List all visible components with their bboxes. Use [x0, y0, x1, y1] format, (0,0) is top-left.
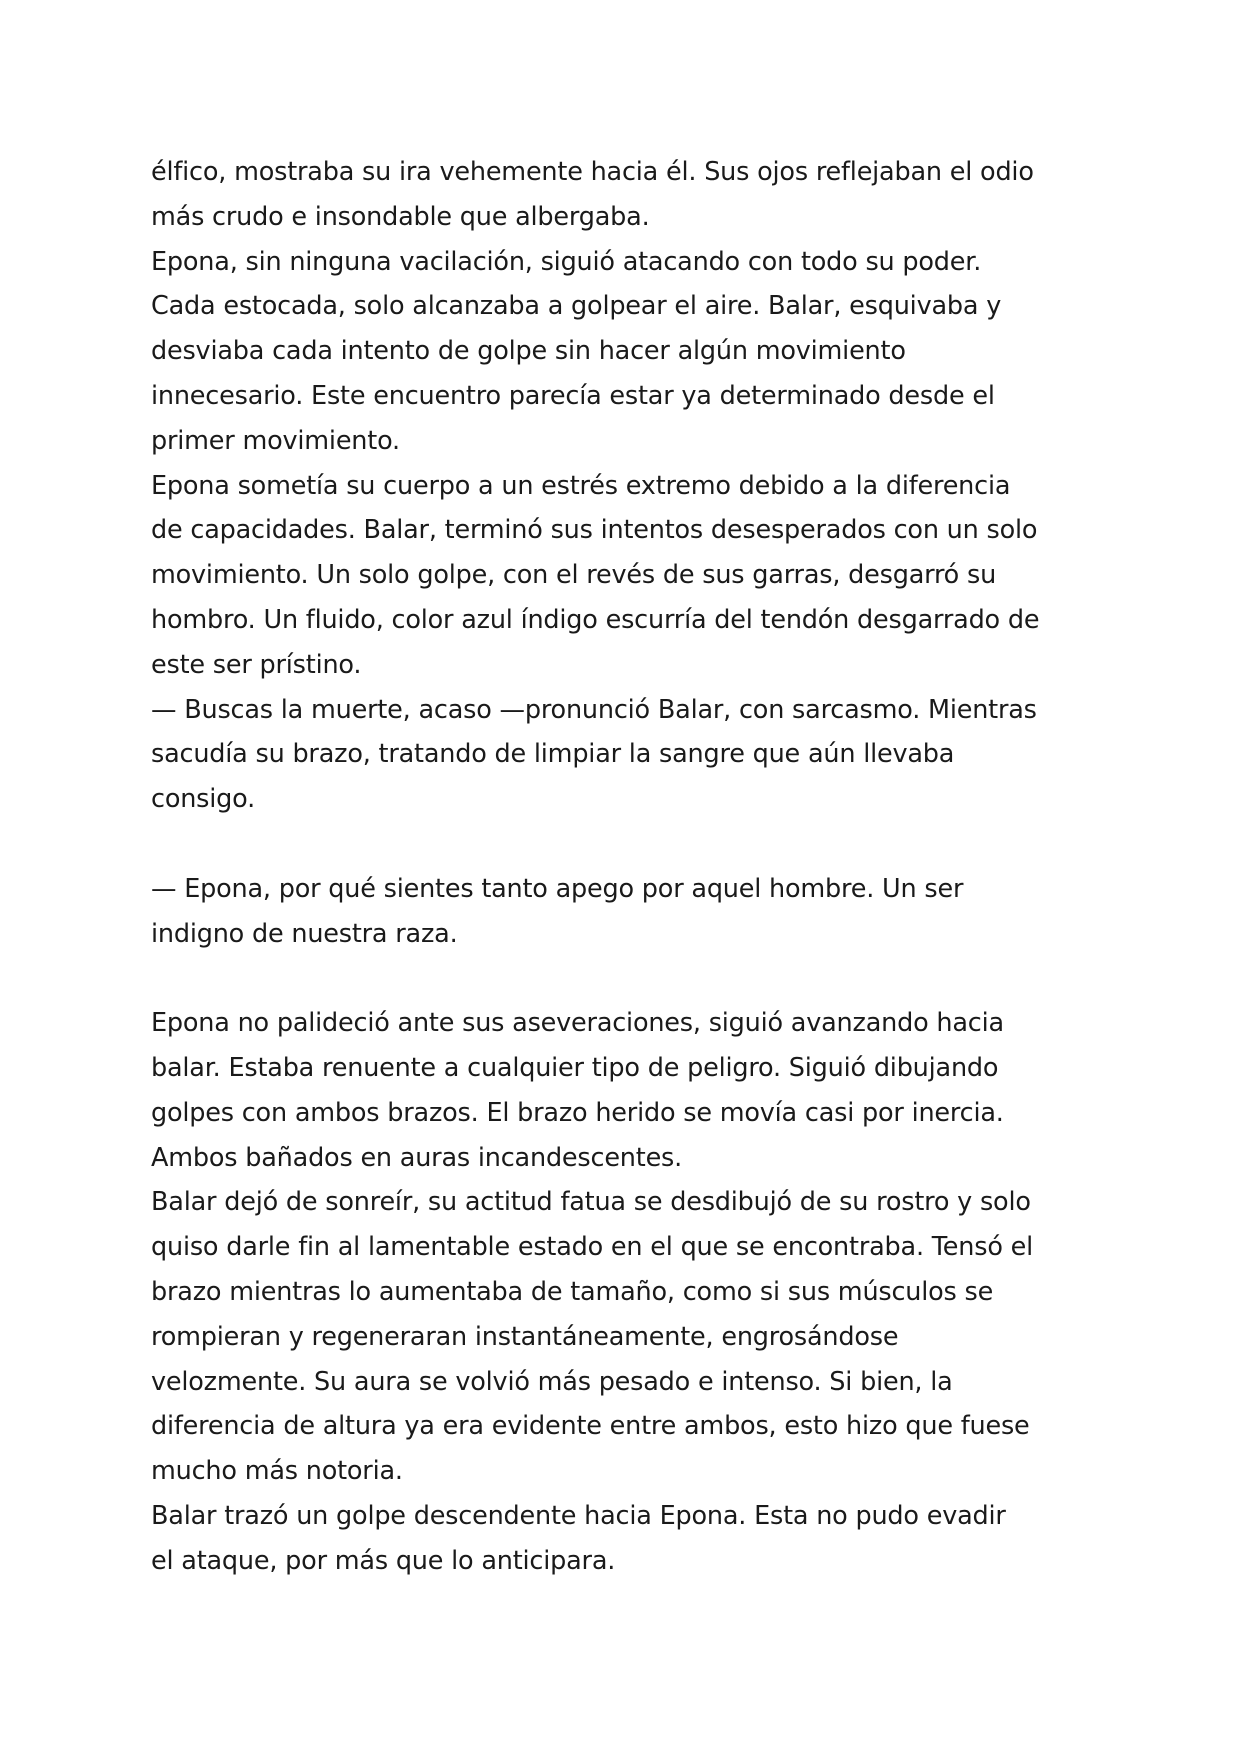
text-line: Epona sometía su cuerpo a un estrés extremo debido a la diferencia [151, 470, 1011, 501]
text-line: golpes con ambos brazos. El brazo herido se movía casi por inercia. [151, 1097, 1004, 1128]
blank-line [151, 822, 1091, 867]
text-line: el ataque, por más que lo anticipara. [151, 1545, 616, 1576]
text-line: indigno de nuestra raza. [151, 918, 458, 949]
text-line: velozmente. Su aura se volvió más pesado e intenso. Si bien, la [151, 1366, 953, 1397]
text-line: Ambos bañados en auras incandescentes. [151, 1142, 683, 1173]
text-line: movimiento. Un solo golpe, con el revés de sus garras, desgarró su [151, 560, 997, 591]
text-line: — Buscas la muerte, acaso —pronunció Balar, con sarcasmo. Mientras [151, 694, 1037, 725]
text-line: balar. Estaba renuente a cualquier tipo de peligro. Siguió dibujando [151, 1052, 999, 1083]
blank-line [151, 956, 1091, 1001]
body-text [151, 150, 1091, 1584]
text-line: consigo. [151, 784, 255, 815]
text-line: Epona, sin ninguna vacilación, siguió atacando con todo su poder. [151, 246, 982, 277]
text-line: élfico, mostraba su ira vehemente hacia él. Sus ojos reflejaban el odio [151, 157, 1034, 187]
text-line: sacudía su brazo, tratando de limpiar la sangre que aún llevaba [151, 739, 955, 770]
text-line: rompieran y regeneraran instantáneamente, engrosándose [151, 1321, 899, 1352]
text-line: Epona no palideció ante sus aseveraciones, siguió avanzando hacia [151, 1008, 1004, 1039]
text-line: este ser prístino. [151, 649, 362, 680]
text-line: — Epona, por qué sientes tanto apego por aquel hombre. Un ser [151, 873, 964, 904]
text-line: hombro. Un fluido, color azul índigo escurría del tendón desgarrado de [151, 604, 1040, 635]
text-line: de capacidades. Balar, terminó sus intentos desesperados con un solo [151, 515, 1038, 546]
text-line: mucho más notoria. [151, 1456, 403, 1487]
text-line: quiso darle fin al lamentable estado en el que se encontraba. Tensó el [151, 1232, 1034, 1263]
text-line: diferencia de altura ya era evidente entre ambos, esto hizo que fuese [151, 1411, 1030, 1442]
text-line: innecesario. Este encuentro parecía estar ya determinado desde el [151, 380, 995, 411]
text-line: brazo mientras lo aumentaba de tamaño, como si sus músculos se [151, 1276, 994, 1307]
text-line: Balar dejó de sonreír, su actitud fatua se desdibujó de su rostro y solo [151, 1187, 1031, 1218]
text-line: más crudo e insondable que albergaba. [151, 201, 650, 232]
text-line: Cada estocada, solo alcanzaba a golpear el aire. Balar, esquivaba y [151, 291, 1002, 322]
text-line: primer movimiento. [151, 425, 400, 456]
text-line: Balar trazó un golpe descendente hacia Epona. Esta no pudo evadir [151, 1500, 1006, 1531]
text-line: desviaba cada intento de golpe sin hacer algún movimiento [151, 336, 906, 367]
